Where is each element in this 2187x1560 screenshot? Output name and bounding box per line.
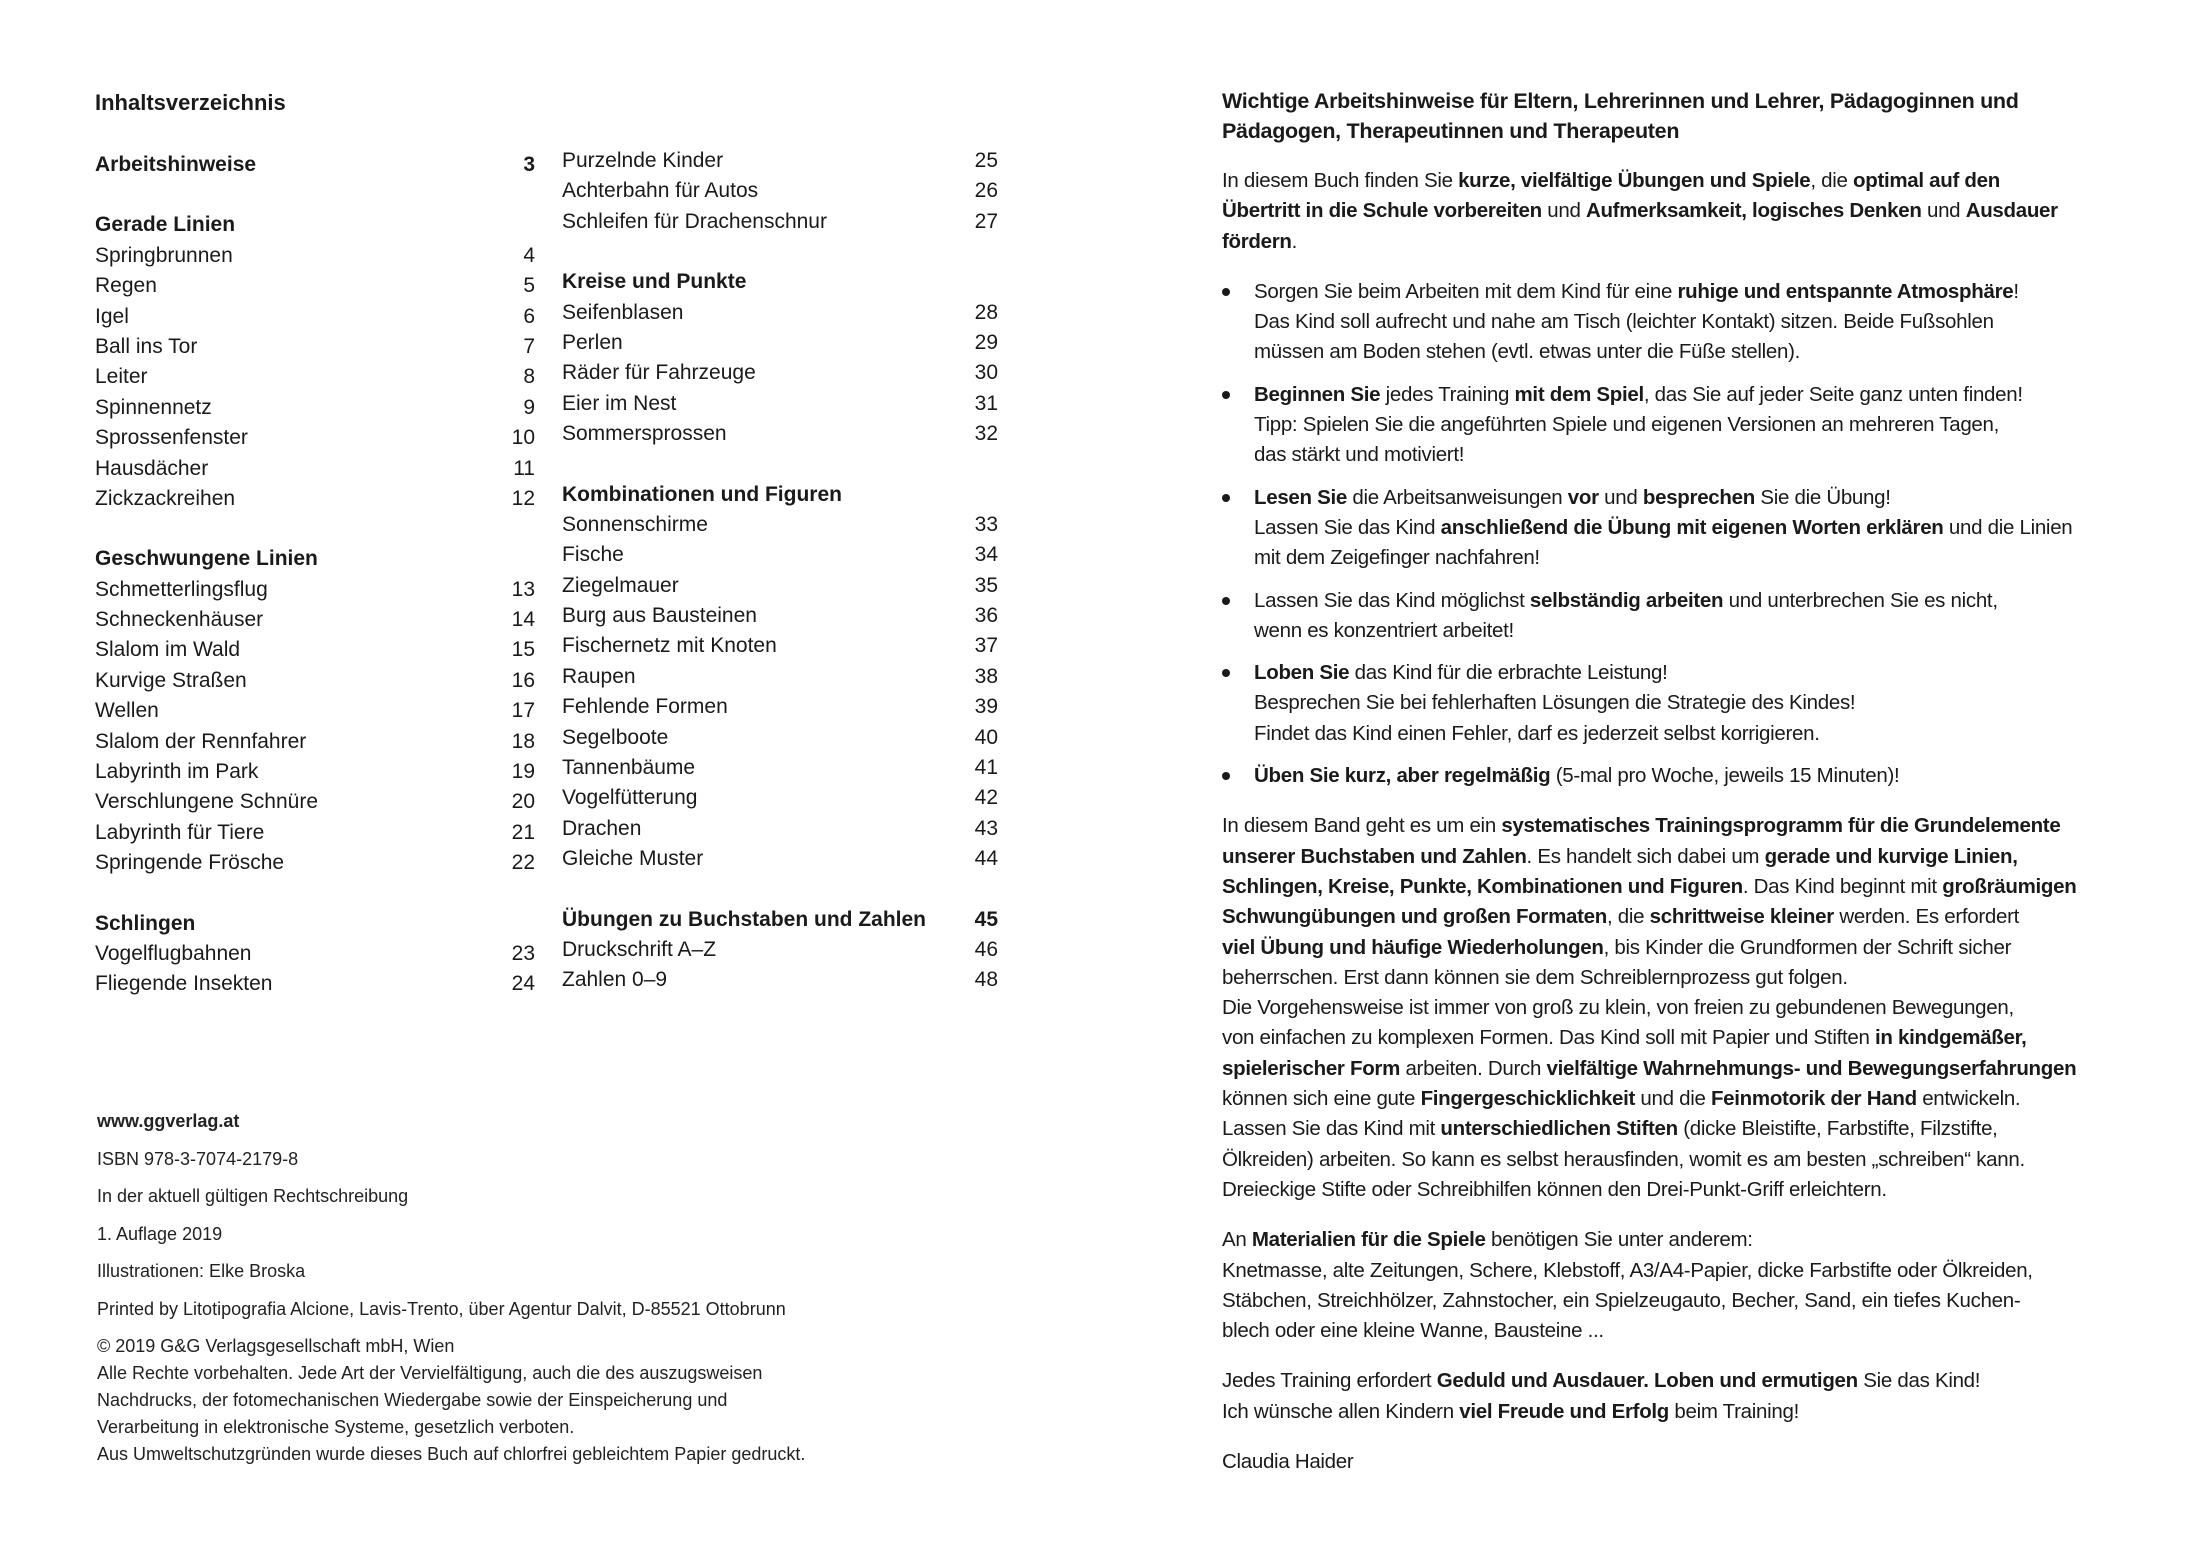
toc-entry-label: Eier im Nest [562,391,677,415]
bullet-icon [1222,772,1230,780]
toc-page-number: 15 [511,638,535,662]
illustrations-credit: Illustrationen: Elke Broska [97,1261,306,1281]
text-line: das stärkt und motiviert! [1254,443,1465,467]
text-line: Übertritt in die Schule vorbereiten und Aufmerksamkeit, logisches Denken und Ausdauer [1222,199,2058,223]
toc-entry-label: Drachen [562,816,642,840]
bullet-icon [1222,669,1230,677]
toc-entry-label: Sprossenfenster [95,426,248,450]
text-line: An Materialien für die Spiele benötigen Sie unter anderem: [1222,1228,1753,1252]
toc-section-heading[interactable] [95,544,535,574]
toc-entry[interactable] [562,631,998,661]
toc-page-number: 26 [974,179,998,203]
toc-entry[interactable] [95,939,535,969]
toc-entry-label: Slalom der Rennfahrer [95,729,307,753]
toc-page-number: 9 [523,395,535,419]
toc-page-number: 20 [511,790,535,814]
toc-page-number: 30 [974,361,998,385]
text-line: viel Übung und häufige Wiederholungen, bis Kinder die Grundformen der Schrift sicher [1222,935,2012,959]
toc-page-number: 7 [523,334,535,358]
toc-entry[interactable] [562,328,998,358]
toc-entry-label: Spinnennetz [95,395,212,419]
text-line: Jedes Training erfordert Geduld und Ausdauer. Loben und ermutigen Sie das Kind! [1222,1369,1981,1393]
toc-entry-label: Zahlen 0–9 [562,968,668,992]
toc-section [95,210,535,514]
toc-entry[interactable] [562,571,998,601]
toc-entry-label: Leiter [95,365,148,389]
toc-entry-label: Fische [562,543,624,567]
toc-page-number: 12 [511,486,535,510]
toc-section-heading[interactable] [562,905,998,935]
toc-page-number: 8 [523,365,535,389]
toc-entry[interactable] [95,666,535,696]
toc-left-column [95,150,535,1000]
text-line: wenn es konzentriert arbeitet! [1254,618,1514,642]
text-line: Schwungübungen und großen Formaten, die schrittweise kleiner werden. Es erfordert [1222,905,2020,929]
toc-entry[interactable] [562,662,998,692]
text-line: Das Kind soll aufrecht und nahe am Tisch (leichter Kontakt) sitzen. Beide Fußsohlen [1254,310,1994,334]
materials-paragraph [1222,1225,2142,1346]
toc-entry[interactable] [95,332,535,362]
text-line: unserer Buchstaben und Zahlen. Es handelt sich dabei um gerade und kurvige Linien, [1222,844,2018,868]
tip-item [1222,483,2142,574]
toc-heading-label: Kreise und Punkte [562,270,747,294]
toc-section-heading[interactable] [95,150,535,180]
bullet-icon [1222,597,1230,605]
working-notes [1222,86,2142,1497]
toc-entry[interactable] [562,935,998,965]
toc-section [562,480,998,875]
toc-entry[interactable] [95,484,535,514]
text-line: blech oder eine kleine Wanne, Bausteine ... [1222,1319,1604,1343]
toc-page-number: 34 [974,543,998,567]
notes-heading-line: Pädagogen, Therapeutinnen und Therapeuten [1222,119,1680,143]
toc-entry[interactable] [95,423,535,453]
tip-item [1222,658,2142,749]
text-line: In diesem Band geht es um ein systematisches Trainingsprogramm für die Grundelemente [1222,814,2061,838]
toc-entry-label: Fischernetz mit Knoten [562,634,777,658]
toc-page-number: 10 [511,426,535,450]
toc-entry[interactable] [95,848,535,878]
text-line: Lesen Sie die Arbeitsanweisungen vor und besprechen Sie die Übung! [1254,485,1891,509]
toc-entry-label: Wellen [95,699,159,723]
toc-page-number: 21 [511,820,535,844]
toc-entry-label: Gleiche Muster [562,847,704,871]
text-line: Loben Sie das Kind für die erbrachte Leistung! [1254,661,1668,685]
toc-entry[interactable] [562,176,998,206]
bullet-icon [1222,494,1230,502]
toc-section-heading[interactable] [95,210,535,240]
text-line: Die Vorgehensweise ist immer von groß zu klein, von freien zu gebundenen Bewegungen, [1222,996,2014,1020]
toc-entry[interactable] [562,692,998,722]
copyright-line: Alle Rechte vorbehalten. Jede Art der Vervielfältigung, auch die des auszugsweisen [97,1363,763,1383]
toc-entry[interactable] [562,358,998,388]
text-line: Lassen Sie das Kind mit unterschiedlichen Stiften (dicke Bleistifte, Farbstifte, Filzstifte, [1222,1117,1998,1141]
toc-page-number: 36 [974,604,998,628]
toc-entry[interactable] [562,389,998,419]
toc-entry[interactable] [95,605,535,635]
toc-section-heading[interactable] [95,909,535,939]
toc-entry[interactable] [562,601,998,631]
text-line: Sorgen Sie beim Arbeiten mit dem Kind für eine ruhige und entspannte Atmosphäre! [1254,279,2019,303]
toc-page-number: 40 [974,725,998,749]
toc-entry-label: Raupen [562,664,636,688]
toc-heading-label: Geschwungene Linien [95,547,318,571]
spelling-note: In der aktuell gültigen Rechtschreibung [97,1186,409,1206]
toc-entry-label: Fliegende Insekten [95,972,273,996]
text-line: Lassen Sie das Kind anschließend die Übung mit eigenen Worten erklären und die Linien [1254,515,2073,539]
toc-entry-label: Igel [95,304,129,328]
text-line: Schlingen, Kreise, Punkte, Kombinationen und Figuren. Das Kind beginnt mit großräumigen [1222,874,2077,898]
text-line: Dreieckige Stifte oder Schreibhilfen können den Drei-Punkt-Griff erleichtern. [1222,1177,1887,1201]
toc-page-number: 24 [511,972,535,996]
text-line: können sich eine gute Fingergeschicklichkeit und die Feinmotorik der Hand entwickeln. [1222,1087,2021,1111]
toc-page-number: 41 [974,756,998,780]
tips-list [1222,277,2142,791]
toc-entry-label: Burg aus Bausteinen [562,604,757,628]
toc-entry[interactable] [562,146,998,176]
toc-entry-label: Perlen [562,330,623,354]
toc-page-number: 17 [511,699,535,723]
toc-entry-label: Seifenblasen [562,300,684,324]
toc-page-number: 22 [511,851,535,875]
toc-entry[interactable] [562,965,998,995]
notes-heading-line: Wichtige Arbeitshinweise für Eltern, Lehrerinnen und Lehrer, Pädagoginnen und [1222,89,2019,113]
toc-page-number: 32 [974,422,998,446]
toc-page-number: 11 [513,456,535,480]
text-line: Knetmasse, alte Zeitungen, Schere, Klebstoff, A3/A4-Papier, dicke Farbstifte oder Ölkreiden, [1222,1258,2033,1282]
toc-entry-label: Purzelnde Kinder [562,149,724,172]
toc-entry-label: Druckschrift A–Z [562,937,717,961]
toc-entry[interactable] [562,783,998,813]
toc-page-number: 23 [511,941,535,965]
toc-heading-label: Arbeitshinweise [95,153,257,176]
toc-section [562,146,998,237]
notes-heading [1222,86,2142,146]
text-line: spielerischer Form arbeiten. Durch vielfältige Wahrnehmungs- und Bewegungserfahrungen [1222,1056,2077,1080]
toc-page-number: 19 [511,760,535,784]
toc-entry[interactable] [95,302,535,332]
copyright-line: © 2019 G&G Verlagsgesellschaft mbH, Wien [97,1336,455,1356]
toc-entry-label: Schmetterlingsflug [95,577,268,601]
toc-page-number: 38 [974,664,998,688]
toc-page-number: 37 [974,634,998,658]
toc-page-number: 33 [974,512,998,536]
toc-entry-label: Segelboote [562,725,669,749]
text-line: Findet das Kind einen Fehler, darf es jederzeit selbst korrigieren. [1254,721,1820,745]
toc-entry[interactable] [562,419,998,449]
toc-entry[interactable] [95,575,535,605]
toc-page-number: 5 [523,274,535,298]
toc-entry[interactable] [562,510,998,540]
text-line: Lassen Sie das Kind möglichst selbständig arbeiten und unterbrechen Sie es nicht, [1254,588,1998,612]
text-line: Beginnen Sie jedes Training mit dem Spiel, das Sie auf jeder Seite ganz unten finden! [1254,382,2023,406]
text-line: In diesem Buch finden Sie kurze, vielfältige Übungen und Spiele, die optimal auf den [1222,169,2000,192]
toc-entry[interactable] [95,757,535,787]
text-line: von einfachen zu komplexen Formen. Das Kind soll mit Papier und Stiften in kindgemäßer, [1222,1026,2027,1050]
toc-page-number: 6 [523,304,535,328]
toc-entry[interactable] [95,727,535,757]
toc-entry[interactable] [562,814,998,844]
toc-entry[interactable] [95,635,535,665]
text-line: Besprechen Sie bei fehlerhaften Lösungen die Strategie des Kindes! [1254,691,1856,715]
text-line: Stäbchen, Streichhölzer, Zahnstocher, ein Spielzeugauto, Becher, Sand, ein tiefes Kuchen- [1222,1288,2021,1312]
text-line: Üben Sie kurz, aber regelmäßig (5-mal pro Woche, jeweils 15 Minuten)! [1254,764,1900,788]
toc-page-number: 27 [974,209,998,233]
toc-entry-label: Schleifen für Drachenschnur [562,209,827,233]
toc-page-number: 25 [974,149,998,172]
copyright-block [97,1333,937,1468]
toc-title: Inhaltsverzeichnis [95,90,286,115]
toc-page-number: 28 [974,300,998,324]
copyright-line: Verarbeitung in elektronische Systeme, gesetzlich verboten. [97,1417,575,1437]
toc-section-heading[interactable] [562,480,998,510]
toc-page-number: 35 [974,573,998,597]
isbn: ISBN 978-3-7074-2179-8 [97,1148,299,1169]
bullet-icon [1222,391,1230,399]
toc-page-number: 18 [511,729,535,753]
toc-section [95,150,535,180]
toc-entry-label: Achterbahn für Autos [562,179,759,203]
tip-item [1222,277,2142,368]
toc-entry[interactable] [95,696,535,726]
toc-page-number: 31 [974,391,998,415]
toc-page-number: 16 [511,668,535,692]
toc-entry[interactable] [95,271,535,301]
tip-item [1222,761,2142,791]
tip-item [1222,380,2142,471]
toc-entry[interactable] [562,298,998,328]
toc-page-number: 3 [523,153,535,176]
copyright-line: Nachdrucks, der fotomechanischen Wiedergabe sowie der Einspeicherung und [97,1390,728,1410]
toc-entry[interactable] [95,362,535,392]
toc-page-number: 46 [974,937,998,961]
toc-entry-label: Labyrinth für Tiere [95,820,265,844]
toc-entry-label: Schneckenhäuser [95,608,264,632]
toc-entry-label: Ziegelmauer [562,573,679,597]
toc-page-number: 14 [511,608,535,632]
toc-entry-label: Kurvige Straßen [95,668,247,692]
toc-page-number: 48 [974,968,998,992]
imprint [97,1108,937,1468]
toc-entry[interactable] [562,844,998,874]
toc-entry[interactable] [562,540,998,570]
toc-entry[interactable] [95,454,535,484]
toc-entry-label: Vogelfütterung [562,786,698,810]
toc-entry-label: Springende Frösche [95,851,285,875]
toc-entry-label: Labyrinth im Park [95,760,259,784]
toc-entry-label: Räder für Fahrzeuge [562,361,756,385]
toc-entry-label: Ball ins Tor [95,334,198,358]
tip-item [1222,586,2142,647]
toc-entry[interactable] [95,969,535,999]
toc-page-number: 39 [974,695,998,719]
copyright-line: Aus Umweltschutzgründen wurde dieses Buch auf chlorfrei gebleichtem Papier gedruckt. [97,1444,806,1464]
toc-entry-label: Fehlende Formen [562,695,728,719]
toc-entry-label: Springbrunnen [95,243,233,267]
toc-heading-label: Übungen zu Buchstaben und Zahlen [562,907,926,931]
signature: Claudia Haider [1222,1449,1354,1473]
intro-paragraph [1222,166,2142,257]
toc-entry-label: Vogelflugbahnen [95,941,252,965]
toc-heading-label: Schlingen [95,911,196,935]
toc-heading-label: Kombinationen und Figuren [562,482,842,506]
toc-entry[interactable] [562,753,998,783]
text-line: Tipp: Spielen Sie die angeführten Spiele und eigenen Versionen an mehreren Tagen, [1254,413,2000,437]
toc-page-number: 29 [974,330,998,354]
toc-page-number: 4 [523,243,535,267]
text-line: fördern. [1222,229,1298,253]
toc-entry-label: Slalom im Wald [95,638,241,662]
toc-entry[interactable] [562,723,998,753]
toc-entry-label: Regen [95,274,157,298]
toc-middle-column [562,146,998,996]
toc-entry[interactable] [95,241,535,271]
bullet-icon [1222,288,1230,296]
toc-section [562,267,998,449]
printer-credit: Printed by Litotipografia Alcione, Lavis-Trento, über Agentur Dalvit, D-85521 Ottobrunn [97,1298,786,1319]
toc-section [95,544,535,878]
toc-section [562,905,998,996]
toc-entry[interactable] [95,393,535,423]
toc-section-heading[interactable] [562,267,998,297]
toc-entry-label: Hausdächer [95,456,209,480]
program-paragraph [1222,811,2142,1205]
closing-paragraph [1222,1366,2142,1427]
publisher-website: www.ggverlag.at [97,1111,240,1131]
text-line: müssen am Boden stehen (evtl. etwas unter die Füße stellen). [1254,340,1801,364]
toc-entry[interactable] [562,207,998,237]
toc-entry[interactable] [95,787,535,817]
toc-entry-label: Sonnenschirme [562,512,708,536]
toc-section [95,909,535,1000]
toc-page-number: 44 [974,847,998,871]
toc-page-number: 13 [511,577,535,601]
edition: 1. Auflage 2019 [97,1223,223,1244]
toc-entry-label: Verschlungene Schnüre [95,790,318,814]
toc-page-number: 42 [974,786,998,810]
toc-page-number: 43 [974,816,998,840]
text-line: beherrschen. Erst dann können sie dem Schreiblernprozess gut folgen. [1222,965,1848,989]
toc-entry-label: Sommersprossen [562,422,727,446]
toc-entry-label: Tannenbäume [562,756,696,780]
toc-entry-label: Zickzackreihen [95,486,236,510]
toc-entry[interactable] [95,818,535,848]
toc-page-number: 45 [974,907,998,931]
toc-heading-label: Gerade Linien [95,213,236,237]
text-line: Ich wünsche allen Kindern viel Freude und Erfolg beim Training! [1222,1399,1799,1423]
text-line: mit dem Zeigefinger nachfahren! [1254,546,1540,570]
text-line: Ölkreiden) arbeiten. So kann es selbst herausfinden, womit es am besten „schreiben“ kann. [1222,1147,2025,1171]
